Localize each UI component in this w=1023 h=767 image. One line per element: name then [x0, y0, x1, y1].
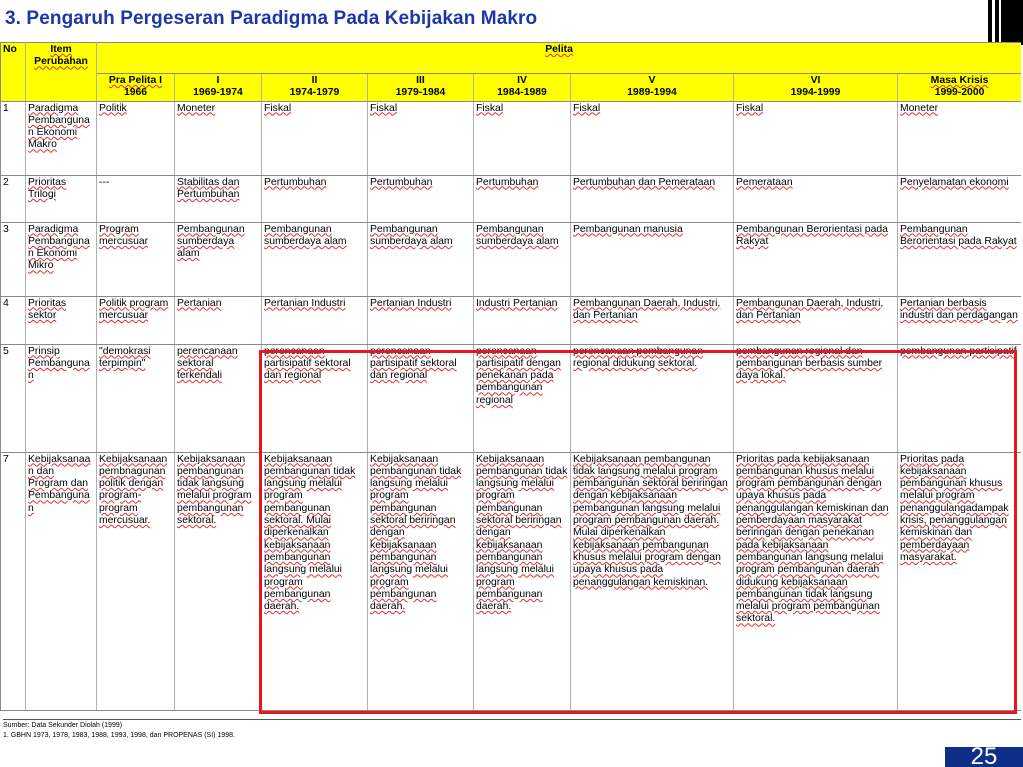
table-cell: Fiskal — [734, 101, 898, 175]
footer — [3, 719, 235, 741]
page-number-badge: 25 — [945, 747, 1023, 767]
table-cell: Prioritas pada kebijaksanaan pembangunan khusus melalui program pembangunan dengan upaya khusus pada penanggulangan kemiskinan dan pemberdayaan masyarakat beriringan dengan penekanan pada kebijaksanaan pembangunan langsung melalui program pembangunan daerah didukung kebijaksanaan pembangunan tidak langsung melalui program pembangunan sektoral. — [734, 452, 898, 710]
row-no: 5 — [1, 344, 26, 452]
row-item: Paradigma Pembangunan Ekonomi Makro — [26, 101, 97, 175]
header-row-1 — [1, 43, 1022, 74]
table-cell: Politik — [97, 101, 175, 175]
header-item: Item Perubahan — [26, 43, 97, 102]
table-cell: perencanaan partisipatif dengan penekanan pada pembangunan regional — [474, 344, 571, 452]
row-item: Paradigma Pembangunan Ekonomi Mikro — [26, 222, 97, 296]
table-row — [1, 452, 1022, 710]
table-cell: Pertumbuhan — [368, 175, 474, 222]
row-no: 2 — [1, 175, 26, 222]
table-cell: Pembangunan sumberdaya alam — [368, 222, 474, 296]
table-cell: Pertanian Industri — [262, 296, 368, 344]
table-cell: Pertumbuhan — [474, 175, 571, 222]
row-item: Prinsip Pembangunan — [26, 344, 97, 452]
table-cell: Fiskal — [368, 101, 474, 175]
row-no: 7 — [1, 452, 26, 710]
row-item: Prioritas sektor — [26, 296, 97, 344]
table-row — [1, 175, 1022, 222]
footer-divider — [3, 719, 1021, 720]
table-cell: Prioritas pada kebijaksanaan pembangunan khusus melalui program penanggulangadampak krisis, penanggulangan kemiskinan dan pemberdayaan masyarakat. — [898, 452, 1022, 710]
table-cell: Pembangunan Daerah, Industri, dan Pertanian — [734, 296, 898, 344]
row-item: Prioritas Trilogi — [26, 175, 97, 222]
table-row — [1, 222, 1022, 296]
table-cell: Pembangunan manusia — [571, 222, 734, 296]
table-cell: Pertanian Industri — [368, 296, 474, 344]
period-header: II 1974-1979 — [262, 74, 368, 102]
table-cell: perencanaan partisipatif sektoral dan regional — [368, 344, 474, 452]
table-cell: perencanaan pembangunan regional didukung sektoral. — [571, 344, 734, 452]
table-row — [1, 296, 1022, 344]
table-cell: Moneter — [898, 101, 1022, 175]
table-cell: Moneter — [175, 101, 262, 175]
table-cell: Kebijaksanaan pembangunan tidak langsung melalui program pembangunan sektoral beriringan dengan kebijaksanaan pembangunan langsung melalui program pembangunan daerah. Mulai diperkenalkan kebijaksanaan pembangunan khusus melalui program dengan upaya khusus pada penanggulangan kemiskinan. — [571, 452, 734, 710]
corner-decoration — [984, 0, 1023, 45]
table-cell: Politik program mercusuar — [97, 296, 175, 344]
policy-table-container — [0, 42, 1021, 718]
table-cell: Penyelamatan ekonomi — [898, 175, 1022, 222]
table-cell: Pemerataan — [734, 175, 898, 222]
table-cell: Pertumbuhan dan Pemerataan — [571, 175, 734, 222]
policy-table — [0, 42, 1021, 711]
table-cell: Fiskal — [262, 101, 368, 175]
table-cell: Kebijaksanaan pembangunan tidak langsung melalui program pembangunan sektoral. — [175, 452, 262, 710]
table-cell: Industri Pertanian — [474, 296, 571, 344]
period-header: V 1989-1994 — [571, 74, 734, 102]
footer-note: 1. GBHN 1973, 1978, 1983, 1988, 1993, 1998, dan PROPENAS (SI) 1998. — [3, 732, 235, 739]
row-no: 3 — [1, 222, 26, 296]
period-header: IV 1984-1989 — [474, 74, 571, 102]
table-cell: Pembangunan sumberdaya alam — [262, 222, 368, 296]
table-cell: Program mercusuar — [97, 222, 175, 296]
table-cell: Pembangunan Daerah, Industri, dan Pertanian — [571, 296, 734, 344]
table-cell: Pembangunan Berorientasi pada Rakyat — [898, 222, 1022, 296]
period-header: I 1969-1974 — [175, 74, 262, 102]
period-header: III 1979-1984 — [368, 74, 474, 102]
period-header: VI 1994-1999 — [734, 74, 898, 102]
table-cell: Pembangunan sumberdaya alam — [175, 222, 262, 296]
table-cell: Kebijaksanaan pembangunan tidak langsung melalui program pembangunan sektoral beriringan dengan kebijaksanaan pembangunan langsung melalui program pembangunan daerah. — [368, 452, 474, 710]
row-no: 4 — [1, 296, 26, 344]
header-pelita: Pelita — [97, 43, 1022, 74]
table-cell: pembangunan regional dan pembangunan berbasis sumber daya lokal. — [734, 344, 898, 452]
table-cell: Pembangunan sumberdaya alam — [474, 222, 571, 296]
page-title: 3. Pengaruh Pergeseran Paradigma Pada Kebijakan Makro — [5, 8, 538, 29]
table-row — [1, 101, 1022, 175]
table-cell: Pembangunan Berorientasi pada Rakyat — [734, 222, 898, 296]
table-cell: Kebijaksanaan pembangunan tidak langsung melalui program pembangunan sektoral beriringan dengan kebijaksanaan pembangunan langsung melalui program pembangunan daerah. — [474, 452, 571, 710]
table-cell: Pertumbuhan — [262, 175, 368, 222]
table-cell: Stabilitas dan Pertumbuhan — [175, 175, 262, 222]
table-row — [1, 344, 1022, 452]
period-header: Masa Krisis 1999-2000 — [898, 74, 1022, 102]
table-cell: "demokrasi terpimpin" — [97, 344, 175, 452]
period-header: Pra Pelita I 1966 — [97, 74, 175, 102]
table-cell: Kebijaksanaan pembnagunan politik dengan program-program mercusuar. — [97, 452, 175, 710]
footer-source: Sumber: Data Sekunder Diolah (1999) — [3, 722, 123, 729]
table-cell: Kebijaksanaan pembangunan tidak langsung melalui program pembangunan sektoral. Mulai diperkenalkan kebijaksanaan pembangunan langsung melalui program pembangunan daerah. — [262, 452, 368, 710]
table-cell: Fiskal — [474, 101, 571, 175]
row-no: 1 — [1, 101, 26, 175]
header-row-2 — [1, 74, 1022, 102]
table-cell: Pertanian — [175, 296, 262, 344]
table-cell: Pertanian berbasis industri dan perdagangan — [898, 296, 1022, 344]
table-cell: pembangunan partisipatif — [898, 344, 1022, 452]
header-no: No — [1, 43, 26, 102]
table-cell: Fiskal — [571, 101, 734, 175]
row-item: Kebijaksanaan dan Program dan Pembangunan — [26, 452, 97, 710]
table-cell: --- — [97, 175, 175, 222]
table-cell: perencanaan partisipatif sektoral dan regional — [262, 344, 368, 452]
table-cell: perencanaan sektoral terkendali — [175, 344, 262, 452]
